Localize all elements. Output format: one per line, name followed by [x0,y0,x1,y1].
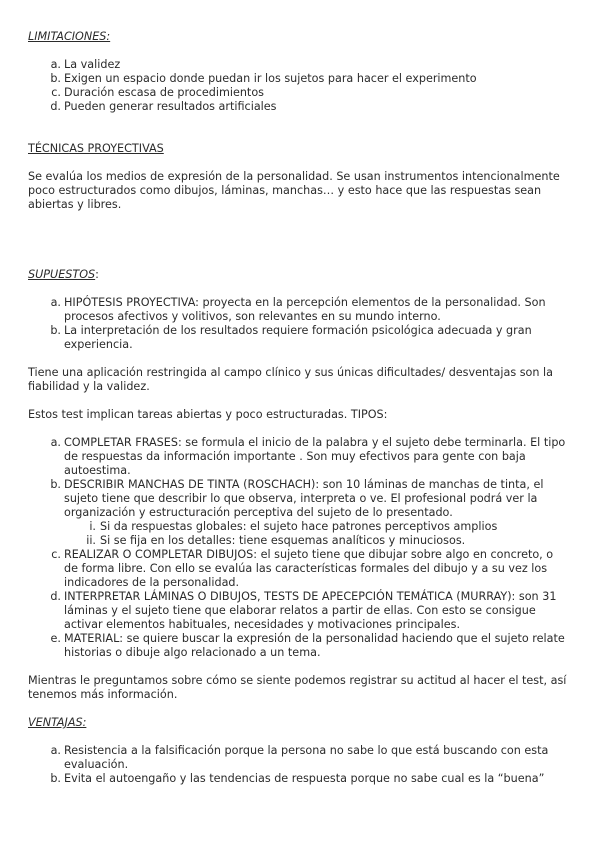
tecnicas-paragraph: Se evalúa los medios de expresión de la personalidad. Se usan instrumentos intencionalmente poco estructurados como dibujos, láminas, manchas… y esto hace que las respuestas sean abiertas y libres. [28,170,560,211]
tecnicas-heading: TÉCNICAS PROYECTIVAS [28,142,164,155]
supuestos-list [50,296,568,352]
supuestos-heading: SUPUESTOS [28,268,96,281]
sub-list-item: i. Si da respuestas globales: el sujeto hace patrones perceptivos amplios [89,520,498,533]
tipos-list [50,436,568,660]
sub-list-item: ii. Si se fija en los detalles: tiene esquemas analíticos y minuciosos. [86,534,466,547]
list-item: e. MATERIAL: se quiere buscar la expresión de la personalidad haciendo que el sujeto relate historias o dibuje algo relacionado a un tema. [50,632,565,659]
list-item: d. INTERPRETAR LÁMINAS O DIBUJOS, TESTS DE APECEPCIÓN TEMÁTICA (MURRAY): son 31 láminas y el sujeto tiene que elaborar relatos a partir de ellas. Con esto se consigue activar elementos habituales, necesidades y motivaciones principales. [50,590,557,631]
list-item: a. COMPLETAR FRASES: se formula el inicio de la palabra y el sujeto debe terminarla. El tipo de respuestas da información importante . Son muy efectivos para gente con baja autoestima. [50,436,566,477]
list-item: a. HIPÓTESIS PROYECTIVA: proyecta en la percepción elementos de la personalidad. Son procesos afectivos y volitivos, son relevantes en su mundo interno. [50,296,546,323]
actitud-paragraph: Mientras le preguntamos sobre cómo se siente podemos registrar su actitud al hacer el test, así tenemos más información. [28,674,567,701]
tipos-intro: Estos test implican tareas abiertas y poco estructuradas. TIPOS: [28,408,388,421]
document-page: LIMITACIONES: a. La validez b. Exigen un espacio donde puedan ir los sujetos para hacer el experimento c. Duración escasa de procedimientos d. Pueden generar resultados artificiales TÉCNICAS PROYECTIVAS Se evalúa los medios de expresión de la personalidad. Se usan instrumentos intencionalmente poco estructurados como dibujos, láminas, manchas… y esto hace que las respuestas sean abiertas y libres. SUPUESTOS: a. HIPÓTESIS PROYECTIVA: proyecta en la percepción elementos de la personalidad. Son procesos afectivos y volitivos, son relevantes en su mundo interno. b. La interpretación de los resultados requiere formación psicológica adecuada y gran experiencia. Tiene una aplicación restringida al campo clínico y sus únicas dificultades/ desventajas son la fiabilidad y la validez. Estos test implican tareas abiertas y poco estructuradas. TIPOS: a. COMPLETAR FRASES: se formula el inicio de la palabra y el sujeto debe terminarla. El tipo de respuestas da información importante . Son muy efectivos para gente con baja autoestima. b. DESCRIBIR MANCHAS DE TINTA (ROSCHACH): son 10 láminas de manchas de tinta, el sujeto tiene que describir lo que observa, interpreta o ve. El profesional podrá ver la organización y estructuración perceptiva del sujeto de lo presentado. i. Si da respuestas globales: el sujeto hace patrones perceptivos amplios ii. Si se fija en los detalles: tiene esquemas analíticos y minuciosos. c. REALIZAR O COMPLETAR DIBUJOS: el sujeto tiene que dibujar sobre algo en concreto, o de forma libre. Con ello se evalúa las características formales del dibujo y a su vez los indicadores de la personalidad. d. INTERPRETAR LÁMINAS O DIBUJOS, TESTS DE APECEPCIÓN TEMÁTICA (MURRAY): son 31 láminas y el sujeto tiene que elaborar relatos a partir de ellas. Con esto se consigue activar elementos habituales, necesidades y motivaciones principales. e. MATERIAL: se quiere buscar la expresión de la personalidad haciendo que el sujeto relate historias o dibuje algo relacionado a un tema. Mientras le preguntamos sobre cómo se siente podemos registrar su actitud al hacer el test, así tenemos más información. VENTAJAS: a. Resistencia a la falsificación porque la persona no sabe lo que está buscando con esta evaluación. b. Evita el autoengaño y las tendencias de respuesta porque no sabe cual es la “buena” [28,30,567,785]
limitaciones-list [50,58,568,114]
list-item: c. REALIZAR O COMPLETAR DIBUJOS: el sujeto tiene que dibujar sobre algo en concreto, o de forma libre. Con ello se evalúa las características formales del dibujo y a su vez los indicadores de la personalidad. [51,548,554,589]
list-item: b. La interpretación de los resultados requiere formación psicológica adecuada y gran experiencia. [50,324,532,351]
list-item: a. La validez [50,58,121,71]
ventajas-list [50,744,568,786]
limitaciones-heading: LIMITACIONES: [28,30,111,43]
list-item: d. Pueden generar resultados artificiales [50,100,277,113]
list-item: b. DESCRIBIR MANCHAS DE TINTA (ROSCHACH): son 10 láminas de manchas de tinta, el sujeto tiene que describir lo que observa, interpreta o ve. El profesional podrá ver la organización y estructuración perceptiva del sujeto de lo presentado. i. Si da respuestas globales: el sujeto hace patrones perceptivos amplios ii. Si se fija en los detalles: tiene esquemas analíticos y minuciosos. [64,478,568,548]
list-item: b. Evita el autoengaño y las tendencias de respuesta porque no sabe cual es la “buena” [50,772,545,785]
list-item: c. Duración escasa de procedimientos [51,86,264,99]
list-item: b. Exigen un espacio donde puedan ir los sujetos para hacer el experimento [50,72,477,85]
ventajas-heading: VENTAJAS: [28,716,87,729]
list-item: a. Resistencia a la falsificación porque la persona no sabe lo que está buscando con esta evaluación. [50,744,549,771]
sub-list [86,520,568,548]
aplicacion-paragraph: Tiene una aplicación restringida al campo clínico y sus únicas dificultades/ desventajas son la fiabilidad y la validez. [28,366,553,393]
